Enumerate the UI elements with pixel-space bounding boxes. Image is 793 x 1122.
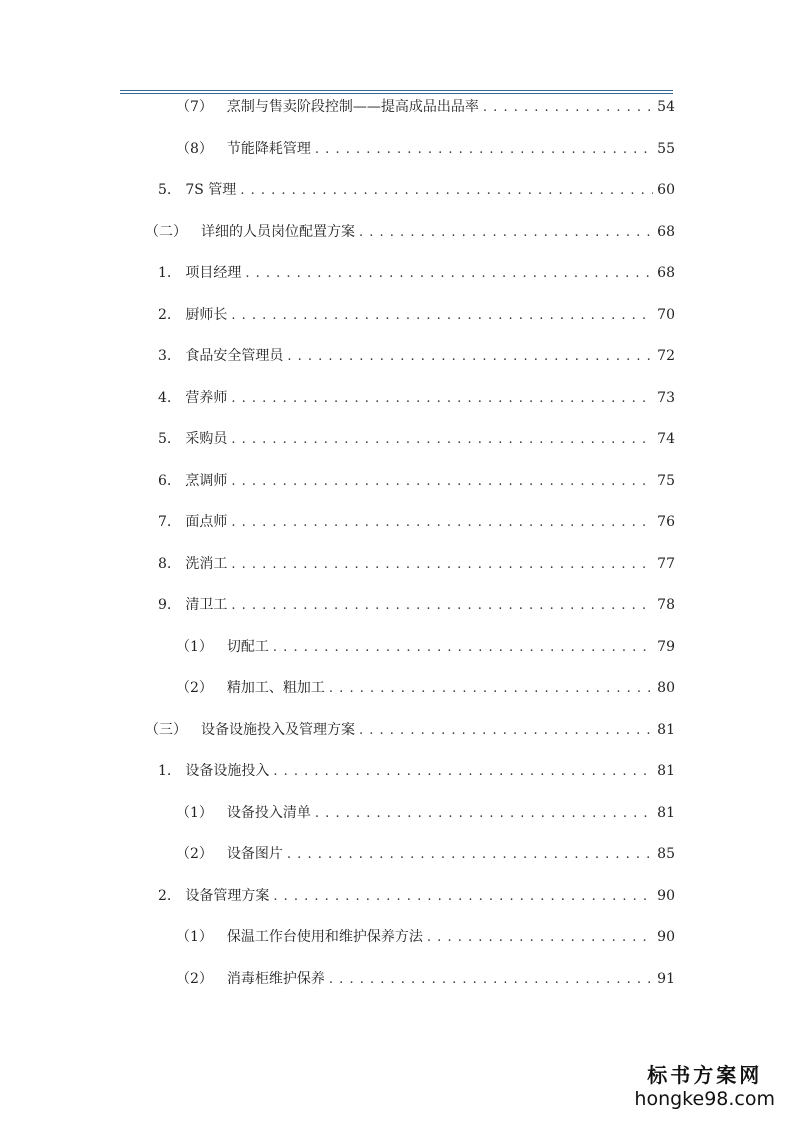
toc-entry-title: 节能降耗管理 (226, 140, 311, 157)
toc-leader-dots (359, 223, 653, 242)
toc-entry-page: 81 (657, 763, 675, 779)
toc-leader-dots (231, 596, 653, 615)
toc-entry[interactable] (158, 180, 675, 200)
toc-entry[interactable] (176, 637, 675, 657)
toc-entry-number: 1. (158, 265, 172, 281)
toc-leader-dots (231, 555, 653, 574)
toc-entry-page: 91 (657, 970, 675, 987)
toc-entry-number: 7. (158, 514, 172, 530)
toc-entry-title: 营养师 (185, 389, 228, 406)
toc-leader-dots (231, 430, 653, 449)
toc-entry-page: 90 (657, 887, 675, 904)
watermark-en: hongke98.com (634, 1088, 775, 1110)
toc-leader-dots (287, 845, 653, 864)
toc-entry[interactable] (176, 927, 675, 947)
toc-entry-page: 81 (657, 804, 675, 821)
toc-entry-page: 60 (657, 182, 675, 198)
toc-entry-number: （2） (176, 680, 213, 696)
toc-entry-number: （8） (176, 140, 213, 157)
toc-entry[interactable] (158, 761, 675, 781)
toc-entry-page: 80 (657, 680, 675, 696)
toc-entry-page: 68 (657, 265, 675, 281)
toc-leader-dots (483, 98, 653, 117)
toc-leader-dots (287, 347, 653, 366)
toc-entry-number: （2） (176, 970, 213, 987)
toc-leader-dots (329, 970, 653, 989)
toc-leader-dots (231, 389, 653, 408)
toc-entry[interactable] (158, 305, 675, 325)
toc-entry-title: 面点师 (185, 514, 228, 530)
toc-entry[interactable] (176, 969, 675, 989)
toc-entry-number: （二） (145, 223, 187, 240)
toc-entry[interactable] (145, 222, 675, 242)
toc-entry-title: 洗消工 (185, 555, 228, 572)
toc-entry-title: 清卫工 (185, 597, 228, 613)
toc-entry-title: 烹制与售卖阶段控制——提高成品出品率 (226, 99, 479, 115)
toc-entry-number: 9. (158, 597, 172, 613)
toc-entry-number: 6. (158, 472, 172, 489)
toc-entry[interactable] (158, 471, 675, 491)
toc-entry-title: 烹调师 (185, 472, 228, 489)
toc-entry-page: 70 (657, 306, 675, 323)
toc-entry-title: 精加工、粗加工 (226, 680, 325, 696)
toc-entry-number: 2. (158, 887, 172, 904)
toc-entry-title: 设备设施投入及管理方案 (201, 721, 355, 738)
toc-entry[interactable] (158, 388, 675, 408)
header-rule-bottom (120, 93, 673, 94)
toc-entry-title: 7S 管理 (185, 182, 237, 198)
toc-entry-number: （1） (176, 929, 213, 945)
toc-leader-dots (273, 887, 653, 906)
toc-entry[interactable] (158, 429, 675, 449)
toc-leader-dots (315, 804, 653, 823)
toc-entry-page: 90 (657, 929, 675, 945)
toc-leader-dots (231, 472, 653, 491)
toc-entry[interactable] (158, 554, 675, 574)
toc-entry-title: 厨师长 (185, 306, 228, 323)
toc-leader-dots (273, 762, 653, 781)
toc-entry-number: （1） (176, 804, 213, 821)
toc-entry-number: 2. (158, 306, 172, 323)
toc-leader-dots (359, 721, 653, 740)
toc-leader-dots (315, 140, 653, 159)
toc-entry[interactable] (158, 595, 675, 615)
watermark-cn: 标书方案网 (647, 1063, 763, 1087)
toc-entry[interactable] (176, 139, 675, 159)
toc-entry[interactable] (176, 844, 675, 864)
toc-entry-page: 54 (657, 99, 675, 115)
toc-leader-dots (245, 264, 653, 283)
watermark-logo (634, 1059, 775, 1110)
toc-entry-number: （1） (176, 638, 213, 655)
toc-entry-number: 1. (158, 763, 172, 779)
toc-entry-page: 79 (657, 638, 675, 655)
toc-leader-dots (273, 638, 653, 657)
toc-entry-title: 食品安全管理员 (185, 348, 284, 364)
toc-entry-title: 消毒柜维护保养 (226, 970, 325, 987)
header-rule-top (120, 90, 673, 91)
toc-entry-number: 5. (158, 431, 172, 447)
toc-entry-page: 55 (657, 140, 675, 157)
toc-entry-page: 77 (657, 555, 675, 572)
toc-entry[interactable] (176, 678, 675, 698)
toc-entry[interactable] (158, 263, 675, 283)
toc-entry-page: 76 (657, 514, 675, 530)
toc-entry[interactable] (176, 803, 675, 823)
toc-leader-dots (240, 181, 653, 200)
toc-entry-title: 设备图片 (226, 846, 283, 862)
toc-entry-page: 78 (657, 597, 675, 613)
toc-entry-title: 采购员 (185, 431, 228, 447)
toc-entry-title: 设备管理方案 (185, 887, 270, 904)
toc-entry[interactable] (158, 512, 675, 532)
toc-entry-page: 74 (657, 431, 675, 447)
toc-leader-dots (329, 679, 653, 698)
toc-entry-title: 保温工作台使用和维护保养方法 (226, 929, 423, 945)
toc-entry-title: 设备设施投入 (185, 763, 270, 779)
toc-entry[interactable] (158, 886, 675, 906)
toc-entry-number: 4. (158, 389, 172, 406)
toc-entry-number: （7） (176, 99, 213, 115)
toc-entry[interactable] (145, 720, 675, 740)
toc-leader-dots (231, 306, 653, 325)
toc-entry-title: 详细的人员岗位配置方案 (201, 223, 355, 240)
toc-entry-title: 切配工 (226, 638, 269, 655)
toc-entry[interactable] (158, 346, 675, 366)
toc-leader-dots (231, 513, 653, 532)
toc-entry-number: 5. (158, 182, 172, 198)
toc-entry-number: （三） (145, 721, 187, 738)
toc-entry-title: 项目经理 (185, 265, 242, 281)
toc-entry-number: 3. (158, 348, 172, 364)
toc-entry-title: 设备投入清单 (226, 804, 311, 821)
toc-entry-page: 81 (657, 721, 675, 738)
toc-entry-page: 73 (657, 389, 675, 406)
toc-entry-page: 85 (657, 846, 675, 862)
toc-entry-number: （2） (176, 846, 213, 862)
toc-entry-page: 75 (657, 472, 675, 489)
toc-entry-page: 68 (657, 223, 675, 240)
toc-leader-dots (427, 928, 653, 947)
toc-entry-number: 8. (158, 555, 172, 572)
toc-entry-page: 72 (657, 348, 675, 364)
toc-entry[interactable] (176, 97, 675, 117)
